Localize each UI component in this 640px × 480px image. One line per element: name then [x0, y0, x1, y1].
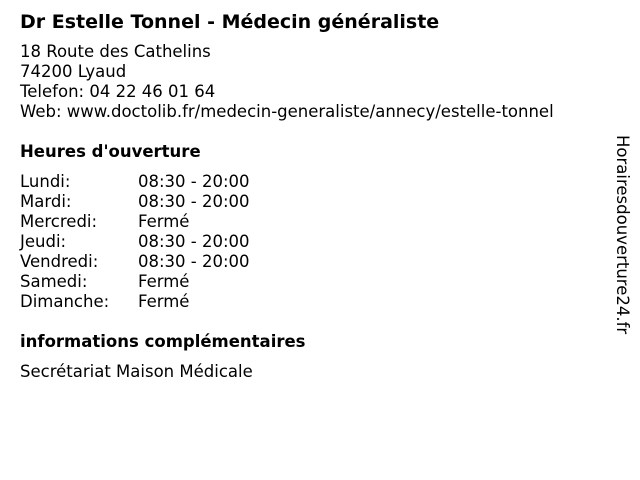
hours-day: Dimanche: — [20, 292, 110, 311]
info-text: Secrétariat Maison Médicale — [20, 362, 253, 381]
listing-card — [20, 10, 600, 382]
hours-time: 08:30 - 20:00 — [138, 232, 250, 251]
hours-row-thursday — [20, 232, 600, 252]
hours-time: Fermé — [138, 212, 190, 231]
hours-heading: Heures d'ouverture — [20, 142, 201, 161]
hours-row-monday — [20, 172, 600, 192]
hours-row-friday — [20, 252, 600, 272]
hours-day: Mardi: — [20, 192, 72, 211]
hours-time: Fermé — [138, 292, 190, 311]
hours-day: Jeudi: — [20, 232, 67, 251]
hours-day: Lundi: — [20, 172, 71, 191]
page-title: Dr Estelle Tonnel - Médecin généraliste — [20, 11, 440, 33]
hours-row-tuesday — [20, 192, 600, 212]
phone-number: Telefon: 04 22 46 01 64 — [20, 82, 216, 101]
site-watermark: Horairesdouverture24.fr — [613, 135, 632, 335]
hours-row-wednesday — [20, 212, 600, 232]
hours-time: 08:30 - 20:00 — [138, 172, 250, 191]
hours-time: 08:30 - 20:00 — [138, 252, 250, 271]
hours-day: Mercredi: — [20, 212, 98, 231]
address-street: 18 Route des Cathelins — [20, 42, 211, 61]
hours-row-sunday — [20, 292, 600, 312]
website-link: Web: www.doctolib.fr/medecin-generaliste/annecy/estelle-tonnel — [20, 102, 554, 121]
hours-time: Fermé — [138, 272, 190, 291]
hours-time: 08:30 - 20:00 — [138, 192, 250, 211]
info-heading: informations complémentaires — [20, 332, 306, 351]
address-city: 74200 Lyaud — [20, 62, 127, 81]
hours-day: Samedi: — [20, 272, 88, 291]
hours-table — [20, 172, 600, 312]
hours-row-saturday — [20, 272, 600, 292]
hours-day: Vendredi: — [20, 252, 99, 271]
